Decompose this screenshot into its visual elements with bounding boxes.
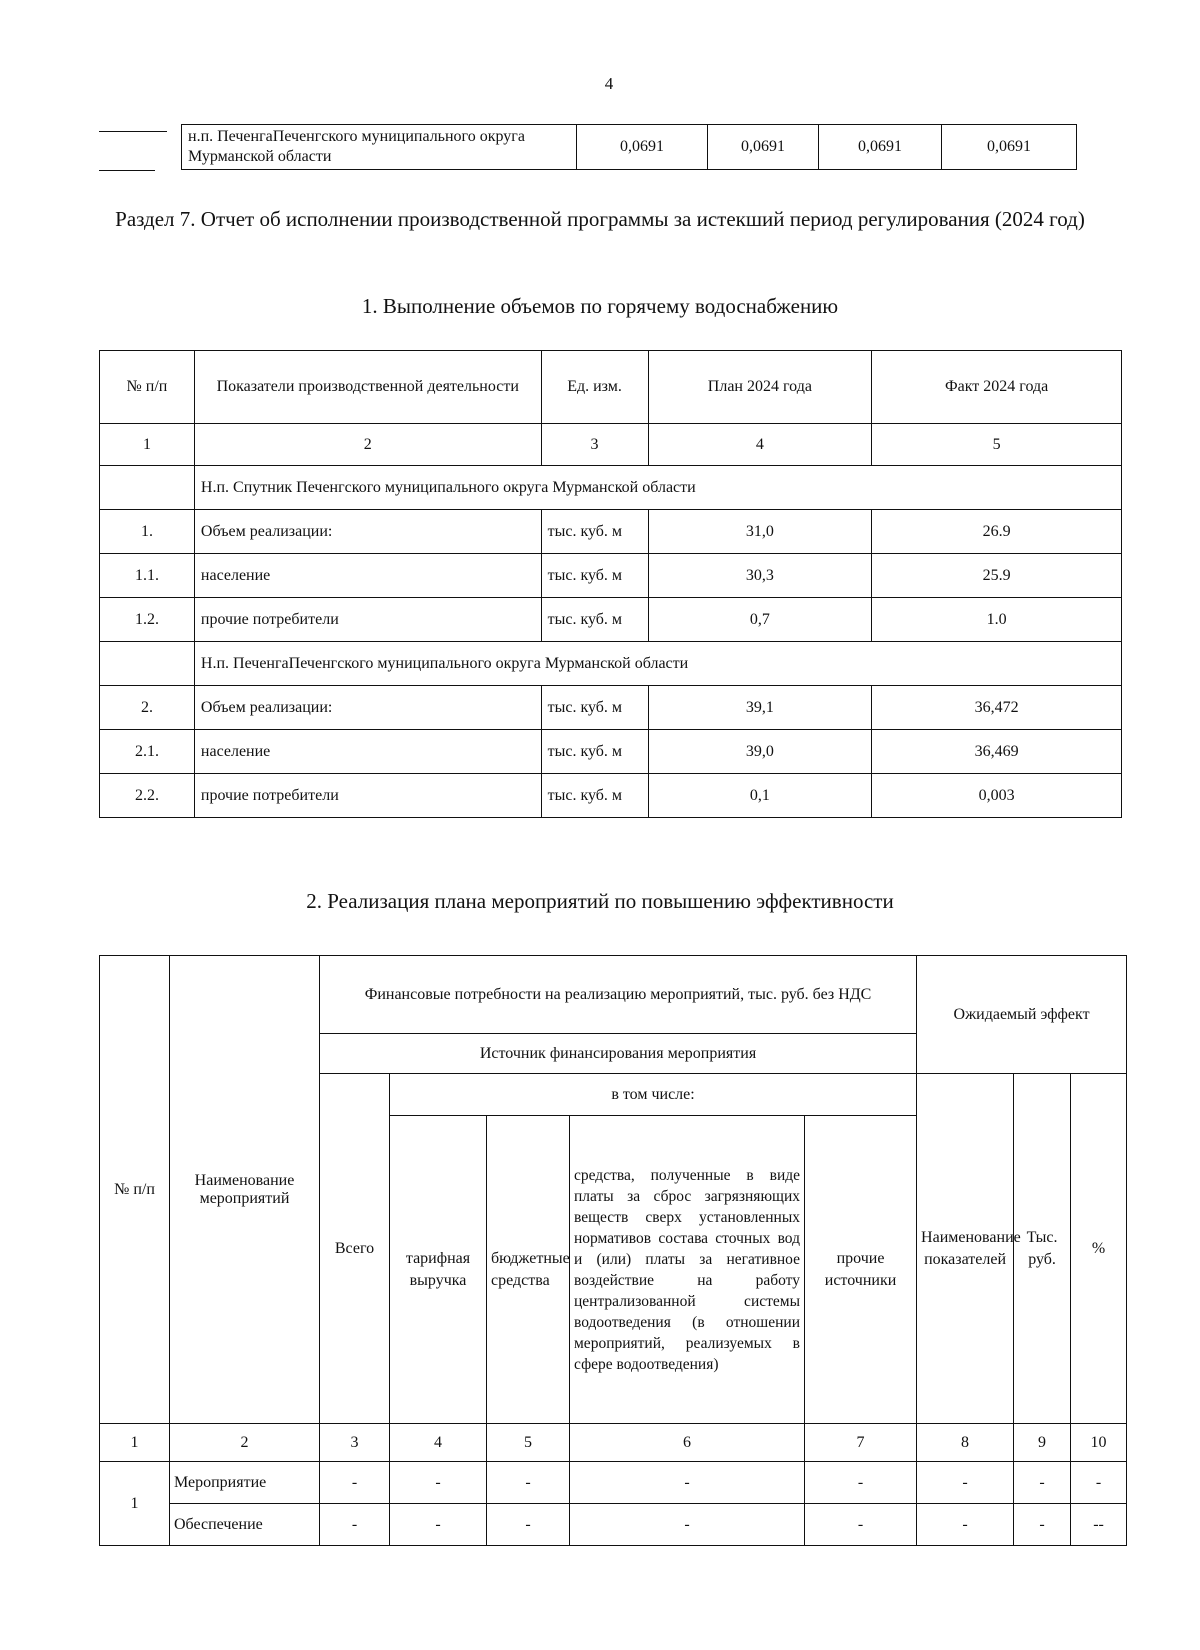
column-header: Факт 2024 года xyxy=(872,351,1122,424)
index-cell: 10 xyxy=(1071,1424,1127,1462)
page-number: 4 xyxy=(604,74,614,93)
indicator-name: прочие потребители xyxy=(194,598,541,642)
value-cell: - xyxy=(570,1504,805,1546)
table-row xyxy=(100,510,1122,554)
group-title: Н.п. ПеченгаПеченгского муниципального округа Мурманской области xyxy=(194,642,1121,686)
section-title: Раздел 7. Отчет об исполнении производственной программы за истекший период регулирования (2024 год) xyxy=(115,207,1085,231)
table-divider xyxy=(99,170,155,171)
indicator-name: население xyxy=(194,730,541,774)
column-header: Финансовые потребности на реализацию мероприятий, тыс. руб. без НДС xyxy=(320,956,917,1034)
index-cell: 3 xyxy=(541,424,648,466)
column-header: № п/п xyxy=(100,351,195,424)
value-cell: - xyxy=(917,1504,1014,1546)
index-cell: 6 xyxy=(570,1424,805,1462)
value-cell: - xyxy=(1014,1462,1071,1504)
index-cell: 4 xyxy=(390,1424,487,1462)
indicator-name: Объем реализации: xyxy=(194,686,541,730)
row-number: 1.2. xyxy=(100,598,195,642)
table-header-row xyxy=(100,351,1122,424)
table-row xyxy=(100,598,1122,642)
table-header-row xyxy=(100,956,1127,1034)
column-header: Наименование показателей xyxy=(917,1074,1014,1424)
column-header: Показатели производственной деятельности xyxy=(194,351,541,424)
value-cell: - xyxy=(1014,1504,1071,1546)
row-number: 1 xyxy=(100,1462,170,1546)
table-row xyxy=(100,1504,1127,1546)
index-cell: 1 xyxy=(100,424,195,466)
unit: тыс. куб. м xyxy=(541,686,648,730)
unit: тыс. куб. м xyxy=(541,774,648,818)
table-row xyxy=(100,730,1122,774)
column-header: План 2024 года xyxy=(648,351,872,424)
column-header: Всего xyxy=(320,1074,390,1424)
value-cell: -- xyxy=(1071,1504,1127,1546)
column-header: прочие источники xyxy=(805,1116,917,1424)
subsection-title: 1. Выполнение объемов по горячему водоснабжению xyxy=(361,294,839,318)
plan-value: 31,0 xyxy=(648,510,872,554)
index-cell: 8 xyxy=(917,1424,1014,1462)
row-number: 1.1. xyxy=(100,554,195,598)
plan-value: 0,1 xyxy=(648,774,872,818)
fact-value: 36,472 xyxy=(872,686,1122,730)
value-cell: - xyxy=(320,1504,390,1546)
index-cell: 5 xyxy=(487,1424,570,1462)
unit: тыс. куб. м xyxy=(541,554,648,598)
column-header: № п/п xyxy=(100,956,170,1424)
value-cell: - xyxy=(805,1504,917,1546)
value-cell: - xyxy=(320,1462,390,1504)
column-header: Ожидаемый эффект xyxy=(917,956,1127,1074)
plan-value: 30,3 xyxy=(648,554,872,598)
empty-cell xyxy=(100,642,195,686)
group-row xyxy=(100,642,1122,686)
indicator-name: Объем реализации: xyxy=(194,510,541,554)
settlement-name: н.п. ПеченгаПеченгского муниципального округа Мурманской области xyxy=(182,125,577,170)
table-row xyxy=(182,125,1077,170)
index-cell: 7 xyxy=(805,1424,917,1462)
table-row xyxy=(100,686,1122,730)
index-cell: 2 xyxy=(170,1424,320,1462)
hot-water-volumes-table xyxy=(99,350,1122,818)
fact-value: 0,003 xyxy=(872,774,1122,818)
indicator-name: прочие потребители xyxy=(194,774,541,818)
index-cell: 4 xyxy=(648,424,872,466)
plan-value: 0,7 xyxy=(648,598,872,642)
value-cell: 0,0691 xyxy=(819,125,942,170)
empty-cell xyxy=(100,466,195,510)
value-cell: 0,0691 xyxy=(577,125,708,170)
index-row xyxy=(100,1424,1127,1462)
value-cell: 0,0691 xyxy=(708,125,819,170)
efficiency-measures-table xyxy=(99,955,1127,1546)
index-cell: 2 xyxy=(194,424,541,466)
indicator-name: население xyxy=(194,554,541,598)
value-cell: - xyxy=(1071,1462,1127,1504)
fact-value: 25.9 xyxy=(872,554,1122,598)
table-row xyxy=(100,1462,1127,1504)
row-number: 2.1. xyxy=(100,730,195,774)
fact-value: 36,469 xyxy=(872,730,1122,774)
group-title: Н.п. Спутник Печенгского муниципального округа Мурманской области xyxy=(194,466,1121,510)
column-header: Ед. изм. xyxy=(541,351,648,424)
unit: тыс. куб. м xyxy=(541,510,648,554)
value-cell: - xyxy=(487,1504,570,1546)
subsection-title: 2. Реализация плана мероприятий по повышению эффективности xyxy=(306,889,894,913)
value-cell: - xyxy=(570,1462,805,1504)
column-header: в том числе: xyxy=(390,1074,917,1116)
column-header: тарифная выручка xyxy=(390,1116,487,1424)
carryover-table xyxy=(99,124,1120,172)
index-cell: 3 xyxy=(320,1424,390,1462)
measure-name: Обеспечение xyxy=(170,1504,320,1546)
index-cell: 5 xyxy=(872,424,1122,466)
fact-value: 1.0 xyxy=(872,598,1122,642)
column-header: % xyxy=(1071,1074,1127,1424)
unit: тыс. куб. м xyxy=(541,598,648,642)
value-cell: - xyxy=(390,1504,487,1546)
measure-name: Мероприятие xyxy=(170,1462,320,1504)
value-cell: - xyxy=(487,1462,570,1504)
row-number: 2.2. xyxy=(100,774,195,818)
column-header: Тыс. руб. xyxy=(1014,1074,1071,1424)
group-row xyxy=(100,466,1122,510)
table-divider xyxy=(99,131,167,132)
index-row xyxy=(100,424,1122,466)
row-number: 1. xyxy=(100,510,195,554)
fact-value: 26.9 xyxy=(872,510,1122,554)
column-header: бюджетные средства xyxy=(487,1116,570,1424)
column-header: Наименование мероприятий xyxy=(170,956,320,1424)
table-row xyxy=(100,554,1122,598)
column-header: средства, полученные в виде платы за сброс загрязняющих веществ сверх установленных нормативов состава сточных вод и (или) платы за негативное воздействие на работу централизованной системы водоотведения (в отношении мероприятий, реализуемых в сфере водоотведения) xyxy=(570,1116,805,1424)
table-row xyxy=(100,774,1122,818)
value-cell: - xyxy=(917,1462,1014,1504)
value-cell: - xyxy=(390,1462,487,1504)
index-cell: 9 xyxy=(1014,1424,1071,1462)
plan-value: 39,0 xyxy=(648,730,872,774)
plan-value: 39,1 xyxy=(648,686,872,730)
index-cell: 1 xyxy=(100,1424,170,1462)
value-cell: - xyxy=(805,1462,917,1504)
unit: тыс. куб. м xyxy=(541,730,648,774)
row-number: 2. xyxy=(100,686,195,730)
value-cell: 0,0691 xyxy=(942,125,1077,170)
column-header: Источник финансирования мероприятия xyxy=(320,1034,917,1074)
